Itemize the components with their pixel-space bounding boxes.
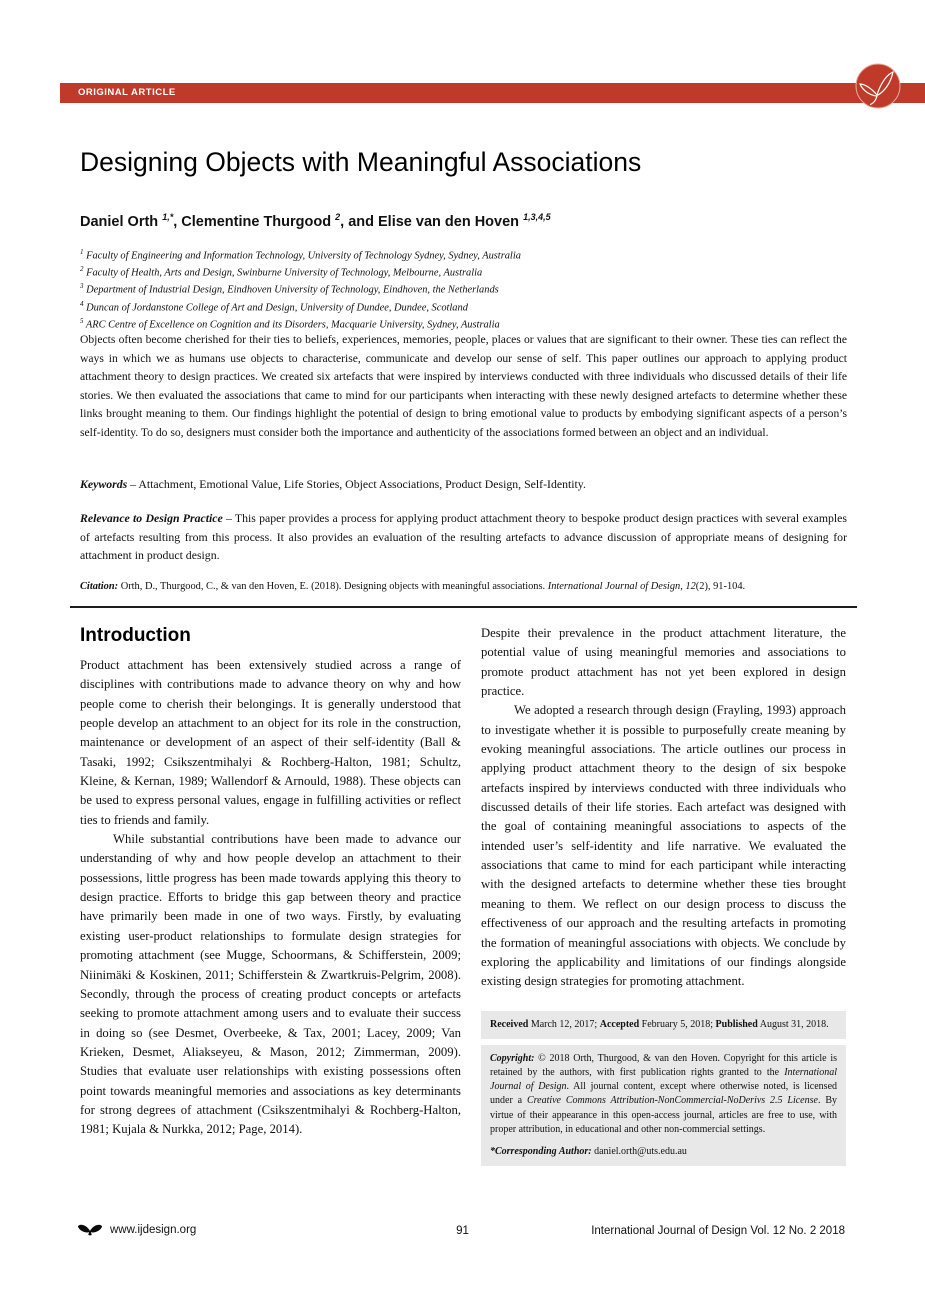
paper-title: Designing Objects with Meaningful Associations bbox=[80, 147, 642, 177]
copyright-journal-name: International Journal of Design bbox=[490, 1066, 837, 1093]
intro-paragraph: Despite their prevalence in the product attachment literature, the potential value of using meaningful memories and associations to promote product attachment has not yet been explored in design practice. bbox=[481, 626, 846, 699]
page-number: 91 bbox=[456, 1225, 469, 1237]
keywords-text: – Attachment, Emotional Value, Life Stories, Object Associations, Product Design, Self-Identity. bbox=[127, 477, 586, 491]
journal-logo bbox=[855, 63, 901, 109]
copyright-segment: . By virtue of their appearance in this open-access journal, articles are free to use, with proper attribution, in educational and other non-commercial settings. bbox=[490, 1095, 837, 1135]
footer-journal-line: International Journal of Design Vol. 12 No. 2 2018 bbox=[591, 1225, 845, 1237]
intro-paragraph: We adopted a research through design (Frayling, 1993) approach to investigate whether it is possible to purposefully create meaning by evoking meaningful associations. The article outlines our process in applying product attachment theory to the design of six bespoke artefacts inspired by interviews conducted with three individuals who discussed details of their life stories. Each artefact was designed with the goal of containing meaningful associations to aspects of the intended user’s self-identity and life narrative. We evaluated the associations that came to mind for each participant while interacting with the designed artefacts to determine whether these ties brought meaning to them. We reflect on our design process to discuss the effectiveness of our approach and the resulting artefacts in promoting the formation of meaningful associations with objects. We conclude by exploring the applicability and limitations of our findings alongside existing design strategies for promoting attachment. bbox=[481, 703, 846, 989]
corresponding-author-label: *Corresponding Author: bbox=[490, 1145, 592, 1157]
relevance-block bbox=[80, 509, 847, 565]
section-divider bbox=[70, 606, 857, 608]
corresponding-author-line bbox=[490, 1145, 837, 1159]
copyright-text bbox=[490, 1052, 837, 1137]
footer-site-url: www.ijdesign.org bbox=[110, 1224, 197, 1236]
citation-text: Orth, D., Thurgood, C., & van den Hoven, E. (2018). Designing objects with meaningful associations. bbox=[118, 581, 548, 592]
intro-paragraph: While substantial contributions have been made to advance our understanding of why and how people develop an attachment to their possessions, little progress has been made towards applying this theory to design practice. Efforts to bridge this gap between theory and practice have primarily been made in one of two ways. Firstly, by evaluating existing user-product relationships to formulate design strategies for promoting attachment (see Mugge, Schoormans, & Schifferstein, 2009; Niinimäki & Koskinen, 2011; Schifferstein & Zwartkruis-Pelgrim, 2008). Secondly, through the process of creating product concepts or artefacts seeking to promote attachment among users and to evaluate their success in doing so (see Desmet, Overbeeke, & Tax, 2001; Lacey, 2009; Van Krieken, Desmet, Aliakseyeu, & Mason, 2012; Zimmerman, 2009). Studies that evaluate user relationships with existing possessions often point towards meaningful memories and associations as key determinants for strong degrees of attachment (Csikszentmihalyi & Rochberg-Halton, 1981; Kujala & Nurkka, 2012; Page, 2014). bbox=[80, 832, 461, 1137]
abstract-text: Objects often become cherished for their ties to beliefs, experiences, memories, people, places or values that are significant to their owner. These ties can reflect the ways in which we as humans use objects to characterise, communicate and develop our sense of self. This paper outlines our approach to applying product attachment theory to design practices. We created six artefacts that were inspired by interviews conducted with three individuals who discussed details of their life stories. We then evaluated the associations that came to mind for our participants when interacting with these newly designed artefacts to determine whether these links brought meaning to them. Our findings highlight the potential of design to bring emotional value to products by embodying significant aspects of a person’s self-identity. To do so, designers must consider both the importance and authenticity of the associations formed between an object and an individual. bbox=[80, 333, 847, 439]
article-type-banner bbox=[60, 83, 925, 103]
butterfly-logo-icon bbox=[855, 63, 901, 109]
introduction-heading: Introduction bbox=[80, 625, 191, 646]
affiliation-row: $^3$ Department of Industrial Design, Eindhoven University of Technology, Eindhoven, the Netherlands bbox=[80, 282, 499, 296]
relevance-text: – This paper provides a process for applying product attachment theory to bespoke product design practices with several examples of artefacts resulting from this process. It also provides an evaluation of the resulting artefacts to advance discussion of appropriate means of designing for attachment in product design. bbox=[80, 511, 847, 562]
citation-pages: (2), 91-104. bbox=[695, 581, 746, 592]
corresponding-author-email: daniel.orth@uts.edu.au bbox=[591, 1145, 687, 1157]
intro-paragraph: Product attachment has been extensively studied across a range of disciplines with contributions made to advance theory on why and how people come to cherish their belongings. It is generally understood that people develop an attachment to an object for its role in the construction, maintenance or development of an aspect of their self-identity (Ball & Tasaki, 1992; Csikszentmihalyi & Rochberg-Halton, 1981; Schultz, Kleine, & Kernan, 1989; Wallendorf & Arnould, 1988). These objects can be used to express personal values, engage in fulfilling activities or reflect ties to friends and family. bbox=[80, 658, 461, 827]
keywords-label: Keywords bbox=[80, 477, 128, 491]
affiliation-row: $^4$ Duncan of Jordanstone College of Art and Design, University of Dundee, Dundee, Scotland bbox=[80, 299, 468, 313]
affiliations-list bbox=[80, 246, 860, 332]
copyright-label: Copyright: bbox=[490, 1052, 535, 1064]
right-column bbox=[481, 624, 846, 1166]
affiliation-row: $^5$ ARC Centre of Excellence on Cognition and its Disorders, Macquarie University, Sydney, Australia bbox=[80, 316, 500, 331]
affiliation-row: $^2$ Faculty of Health, Arts and Design, Swinburne University of Technology, Melbourne, Australia bbox=[80, 265, 483, 279]
received-dates-box bbox=[481, 1011, 846, 1039]
affiliation-row: $^1$ Faculty of Engineering and Information Technology, University of Technology Sydney, Sydney, Australia bbox=[80, 248, 521, 262]
accepted-label: Accepted bbox=[599, 1018, 640, 1030]
published-label: Published bbox=[715, 1018, 758, 1030]
keywords-line bbox=[80, 477, 847, 492]
accepted-date: February 5, 2018; bbox=[639, 1018, 716, 1030]
author-name: Daniel Orth bbox=[80, 213, 163, 230]
copyright-license-name: Creative Commons Attribution-NonCommercial-NoDerivs 2.5 License bbox=[526, 1095, 818, 1107]
published-date: August 31, 2018. bbox=[757, 1018, 829, 1030]
citation-line bbox=[80, 581, 855, 592]
relevance-label: Relevance to Design Practice bbox=[80, 511, 223, 525]
copyright-box bbox=[481, 1045, 846, 1166]
received-date: March 12, 2017; bbox=[528, 1018, 600, 1030]
author-name: , Clementine Thurgood bbox=[173, 213, 336, 230]
copyright-segment: . All journal content, except where otherwise noted, is licensed under a bbox=[490, 1081, 838, 1107]
citation-journal: International Journal of Design, 12 bbox=[547, 581, 696, 592]
received-label: Received bbox=[490, 1018, 529, 1030]
author-affiliation-marker: 2 bbox=[335, 212, 341, 222]
author-line bbox=[80, 212, 860, 230]
citation-label: Citation: bbox=[80, 581, 119, 592]
author-name: , and Elise van den Hoven bbox=[340, 213, 524, 230]
author-affiliation-marker: 1,* bbox=[162, 212, 174, 222]
left-column bbox=[80, 624, 461, 1140]
page-footer bbox=[0, 1222, 925, 1242]
author-affiliation-marker: 1,3,4,5 bbox=[523, 212, 551, 222]
article-type-label: ORIGINAL ARTICLE bbox=[78, 87, 176, 98]
copyright-segment: © 2018 Orth, Thurgood, & van den Hoven. Copyright for this article is retained by the authors, with first publication rights granted to the bbox=[490, 1052, 837, 1078]
